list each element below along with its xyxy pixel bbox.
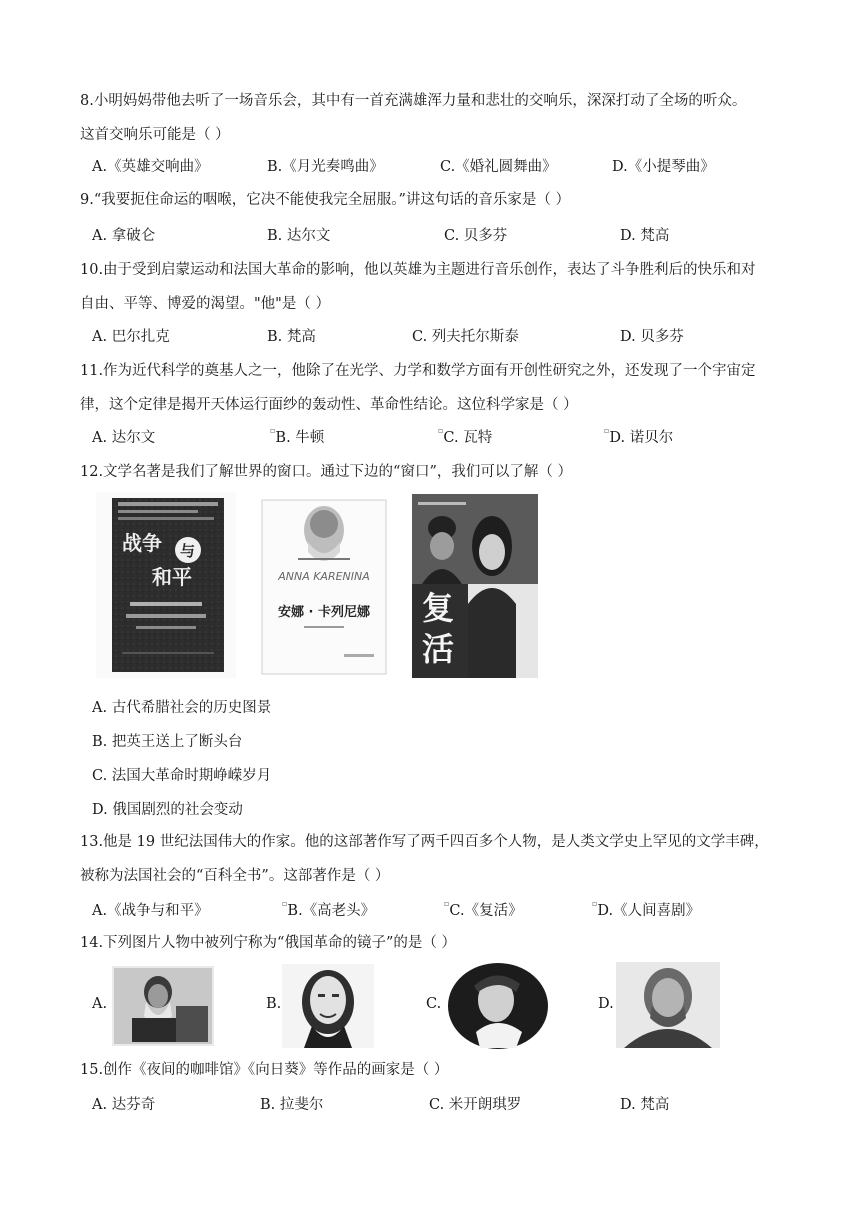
option-d[interactable]: D.《小提琴曲》 — [612, 159, 715, 175]
question-8 — [80, 84, 784, 152]
option-a[interactable]: A.《英雄交响曲》 — [92, 159, 209, 175]
question-11-line1: 11.作为近代科学的奠基人之一，他除了在光学、力学和数学方面有开创性研究之外，还发现了一个宇宙定 — [80, 363, 756, 379]
question-8-options — [92, 155, 792, 185]
option-b[interactable]: ▫B. 牛顿 — [270, 426, 325, 446]
option-a[interactable]: A.《战争与和平》 — [92, 903, 209, 919]
question-10-options — [92, 325, 792, 355]
question-14-label-a[interactable]: A. — [92, 996, 108, 1012]
option-c[interactable]: C. 米开朗琪罗 — [429, 1097, 522, 1113]
option-d[interactable]: ▫D.《人间喜剧》 — [592, 899, 701, 919]
book-cover-war-and-peace — [96, 492, 236, 678]
question-12-option-c[interactable]: C. 法国大革命时期峥嵘岁月 — [92, 768, 272, 784]
question-10-line2: 自由、平等、博爱的渴望。"他"是（ ） — [80, 296, 330, 312]
question-14 — [80, 926, 784, 960]
option-b[interactable]: B. 梵高 — [267, 329, 316, 345]
question-15 — [80, 1053, 784, 1087]
question-9 — [80, 183, 784, 217]
book2-title: 安娜 · 卡列尼娜 — [278, 605, 370, 620]
portrait-a-tolstoy[interactable] — [112, 966, 214, 1046]
option-a[interactable]: A. 拿破仑 — [92, 228, 156, 244]
question-11 — [80, 354, 784, 422]
book1-title-part1: 战争 — [122, 531, 162, 555]
option-d[interactable]: D. 梵高 — [620, 228, 670, 244]
question-14-text: 14.下列图片人物中被列宁称为“俄国革命的镜子”的是（ ） — [80, 935, 456, 951]
portrait-d-van-gogh[interactable] — [616, 962, 720, 1048]
book2-latin-title: ANNA KARENINA — [278, 570, 370, 583]
question-8-line1: 8.小明妈妈带他去听了一场音乐会，其中有一首充满雄浑力量和悲壮的交响乐，深深打动了全场的听众。 — [80, 93, 747, 109]
question-9-text: 9.“我要扼住命运的咽喉，它决不能使我完全屈服。”讲这句话的音乐家是（ ） — [80, 192, 571, 208]
option-d[interactable]: D. 梵高 — [620, 1097, 670, 1113]
question-14-label-c[interactable]: C. — [426, 996, 442, 1012]
option-c[interactable]: ▫C.《复活》 — [444, 899, 523, 919]
question-12-text: 12.文学名著是我们了解世界的窗口。通过下边的“窗口”，我们可以了解（ ） — [80, 464, 572, 480]
question-12-option-b[interactable]: B. 把英王送上了断头台 — [92, 734, 243, 750]
question-9-options — [92, 224, 792, 254]
portrait-b-shakespeare[interactable] — [282, 964, 374, 1048]
question-11-line2: 律，这个定律是揭开天体运行面纱的轰动性、革命性结论。这位科学家是（ ） — [80, 397, 578, 413]
question-13-line2: 被称为法国社会的“百科全书”。这部著作是（ ） — [80, 868, 390, 884]
book-cover-resurrection — [412, 494, 538, 678]
question-8-line2: 这首交响乐可能是（ ） — [80, 127, 230, 143]
option-a[interactable]: A. 达尔文 — [92, 430, 156, 446]
option-b[interactable]: B. 达尔文 — [267, 228, 331, 244]
option-b[interactable]: B.《月光奏鸣曲》 — [267, 159, 384, 175]
question-13-line1: 13.他是 19 世纪法国伟大的作家。他的这部著作写了两千四百多个人物，是人类文学史上罕见的文学丰碑， — [80, 834, 769, 850]
option-c[interactable]: C. 列夫托尔斯泰 — [412, 329, 519, 345]
option-a[interactable]: A. 巴尔扎克 — [92, 329, 170, 345]
option-c[interactable]: C. 贝多芬 — [444, 228, 508, 244]
question-10-line1: 10.由于受到启蒙运动和法国大革命的影响，他以英雄为主题进行音乐创作，表达了斗争胜利后的快乐和对 — [80, 262, 756, 278]
option-d[interactable]: D. 贝多芬 — [620, 329, 684, 345]
option-d[interactable]: ▫D. 诺贝尔 — [604, 426, 674, 446]
question-14-label-b[interactable]: B. — [266, 996, 282, 1012]
option-c[interactable]: ▫C. 瓦特 — [438, 426, 493, 446]
question-12-option-d[interactable]: D. 俄国剧烈的社会变动 — [92, 802, 243, 818]
question-12-option-a[interactable]: A. 古代希腊社会的历史图景 — [92, 700, 272, 716]
question-15-text: 15.创作《夜间的咖啡馆》《向日葵》等作品的画家是（ ） — [80, 1062, 449, 1078]
book1-title-circle: 与 — [180, 542, 196, 560]
question-15-options — [92, 1093, 792, 1123]
portrait-c-beethoven[interactable] — [446, 962, 550, 1050]
book3-title-line2: 活 — [422, 630, 455, 668]
book3-title-line1: 复 — [422, 589, 455, 627]
question-13-options — [92, 899, 792, 929]
question-11-options — [92, 426, 792, 456]
question-12 — [80, 455, 784, 489]
book1-title-part2: 和平 — [152, 565, 192, 589]
option-c[interactable]: C.《婚礼圆舞曲》 — [440, 159, 557, 175]
question-14-label-d[interactable]: D. — [598, 996, 614, 1012]
option-b[interactable]: ▫B.《高老头》 — [282, 899, 376, 919]
question-10 — [80, 253, 784, 321]
option-b[interactable]: B. 拉斐尔 — [260, 1097, 324, 1113]
book-cover-anna-karenina — [256, 494, 392, 680]
option-a[interactable]: A. 达芬奇 — [92, 1097, 156, 1113]
question-13 — [80, 825, 784, 893]
